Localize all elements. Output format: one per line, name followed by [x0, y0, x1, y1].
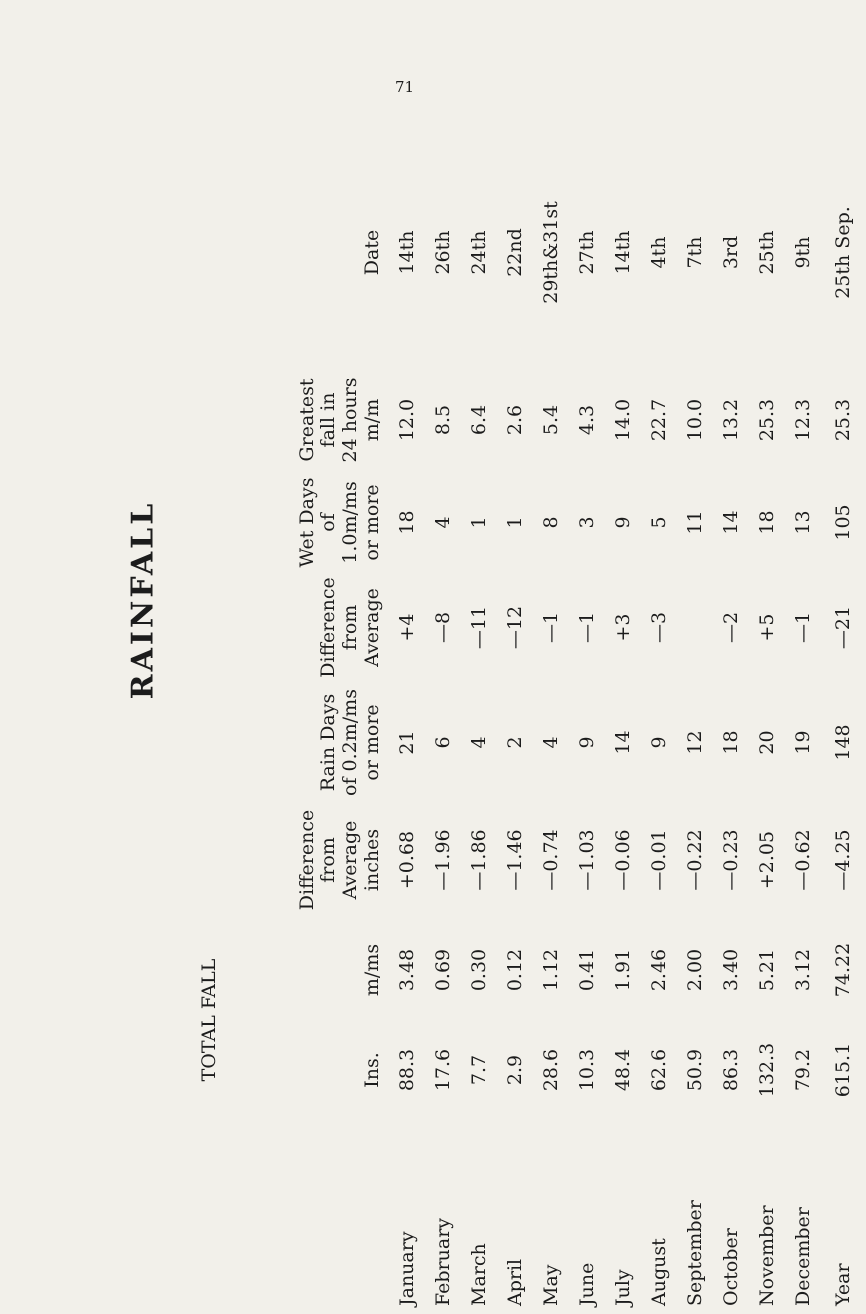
rain-days-header: Rain Days of 0.2m/ms or more	[317, 689, 384, 796]
diff-days-cell: +4	[396, 613, 419, 642]
month-cell: August	[648, 1238, 671, 1306]
diff-days-cell: —1	[792, 611, 815, 644]
greatest-cell: 13.2	[720, 398, 743, 442]
year-total-row	[822, 140, 866, 1310]
month-cell: July	[612, 1269, 635, 1306]
wet-days-cell: 5	[648, 516, 671, 529]
total-fall-header: TOTAL FALL	[198, 958, 221, 1082]
diff-cell: —4.25	[832, 829, 855, 891]
diff-days-cell: —2	[720, 611, 743, 644]
month-subheader	[270, 1120, 390, 1310]
wet-days-cell: 3	[576, 516, 599, 529]
rainfall-table-body	[390, 140, 866, 1310]
diff-days-cell	[678, 570, 714, 685]
diff-cell: —1.96	[432, 829, 455, 891]
diff-days-cell: —8	[432, 611, 455, 644]
greatest-cell: 8.5	[432, 404, 455, 436]
ins-cell: 62.6	[648, 1048, 671, 1092]
diff-cell: —0.06	[612, 829, 635, 891]
diff-cell: —0.22	[684, 829, 707, 891]
diff-days-cell: +5	[756, 613, 779, 642]
month-cell: April	[504, 1258, 527, 1306]
date-cell: 14th	[396, 230, 419, 275]
rain-days-cell: 148	[832, 724, 855, 761]
greatest-cell: 6.4	[468, 404, 491, 436]
date-cell: 26th	[432, 230, 455, 275]
greatest-cell: 12.3	[792, 398, 815, 442]
greatest-cell: 2.6	[504, 404, 527, 436]
month-cell: May	[540, 1264, 563, 1306]
month-cell: January	[396, 1231, 419, 1306]
table-row	[426, 140, 462, 1310]
table-row	[678, 140, 714, 1310]
date-cell: 9th	[792, 236, 815, 269]
date-cell: 25th	[756, 230, 779, 275]
date-cell: 14th	[612, 230, 635, 275]
mms-cell: 1.91	[612, 948, 635, 992]
diff-cell: +2.05	[756, 830, 779, 890]
date-cell: 22nd	[504, 228, 527, 277]
table-row	[714, 140, 750, 1310]
diff-cell: —0.62	[792, 829, 815, 891]
diff-days-cell: —12	[504, 605, 527, 650]
ins-header: Ins.	[361, 1052, 384, 1088]
month-cell: Year	[832, 1263, 855, 1306]
ins-cell: 28.6	[540, 1048, 563, 1092]
wet-days-cell: 13	[792, 510, 815, 535]
greatest-cell: 5.4	[540, 404, 563, 436]
rain-days-cell: 12	[684, 730, 707, 755]
diff-cell: —0.23	[720, 829, 743, 891]
wet-days-cell: 9	[612, 516, 635, 529]
table-row	[390, 140, 426, 1310]
table-row	[606, 140, 642, 1310]
ins-cell: 132.3	[756, 1042, 779, 1098]
wet-days-cell: 18	[756, 510, 779, 535]
greatest-cell: 4.3	[576, 404, 599, 436]
month-cell: October	[720, 1228, 743, 1306]
rain-days-cell: 21	[396, 730, 419, 755]
month-cell: March	[468, 1243, 491, 1306]
table-row	[750, 140, 786, 1310]
table-row	[462, 140, 498, 1310]
date-cell: 29th&31st	[540, 201, 563, 304]
table-row	[786, 140, 822, 1310]
diff-days-cell: +3	[612, 613, 635, 642]
diff-days-cell: —11	[468, 605, 491, 650]
greatest-cell: 25.3	[756, 398, 779, 442]
date-cell: 3rd	[720, 235, 743, 270]
month-cell: December	[792, 1207, 815, 1306]
wet-days-cell: 14	[720, 510, 743, 535]
table-row	[534, 140, 570, 1310]
mms-cell: 3.48	[396, 948, 419, 992]
wet-days-cell: 105	[832, 504, 855, 541]
mms-header: m/ms	[361, 943, 384, 997]
ins-cell: 17.6	[432, 1048, 455, 1092]
greatest-fall-header: Greatest fall in 24 hours m/m	[295, 377, 384, 463]
wet-days-cell: 8	[540, 516, 563, 529]
month-cell: June	[576, 1262, 599, 1306]
mms-cell: 0.69	[432, 948, 455, 992]
wet-days-cell: 18	[396, 510, 419, 535]
rain-days-cell: 20	[756, 730, 779, 755]
diff-days-cell: —1	[576, 611, 599, 644]
greatest-cell: 14.0	[612, 398, 635, 442]
table-row	[498, 140, 534, 1310]
date-cell: 4th	[648, 236, 671, 269]
diff-days-cell: —21	[832, 605, 855, 650]
header-row	[150, 140, 270, 1310]
diff-cell: —0.01	[648, 829, 671, 891]
rain-days-cell: 9	[648, 736, 671, 749]
greatest-cell: 12.0	[396, 398, 419, 442]
wet-days-cell: 1	[468, 516, 491, 529]
mms-cell: 3.12	[792, 948, 815, 992]
ins-cell: 79.2	[792, 1048, 815, 1092]
diff-avg-header: Difference from Average inches	[295, 809, 384, 911]
wet-days-header: Wet Days of 1.0m/ms or more	[295, 477, 384, 568]
rainfall-table-container	[150, 140, 855, 1310]
page-heading: RAINFALL	[125, 500, 161, 700]
mms-cell: 3.40	[720, 948, 743, 992]
ins-cell: 10.3	[576, 1048, 599, 1092]
ins-cell: 48.4	[612, 1048, 635, 1092]
mms-cell: 5.21	[756, 948, 779, 992]
rain-days-cell: 18	[720, 730, 743, 755]
diff-cell: —1.46	[504, 829, 527, 891]
ins-cell: 86.3	[720, 1048, 743, 1092]
rainfall-table	[150, 140, 866, 1310]
diff-cell: +0.68	[396, 830, 419, 890]
month-cell: September	[684, 1200, 707, 1306]
month-cell: November	[756, 1205, 779, 1306]
diff-days-cell: —3	[648, 611, 671, 644]
mms-cell: 74.22	[832, 942, 855, 998]
mms-cell: 2.46	[648, 948, 671, 992]
rain-days-cell: 4	[540, 736, 563, 749]
table-row	[570, 140, 606, 1310]
diff-cell: —1.03	[576, 829, 599, 891]
mms-cell: 0.30	[468, 948, 491, 992]
mms-cell: 0.12	[504, 948, 527, 992]
date-cell: 7th	[684, 236, 707, 269]
month-cell: February	[432, 1217, 455, 1306]
rain-days-cell: 9	[576, 736, 599, 749]
month-header	[150, 1120, 270, 1310]
date-cell: 25th Sep.	[832, 206, 855, 299]
wet-days-cell: 11	[684, 510, 707, 535]
mms-cell: 2.00	[684, 948, 707, 992]
ins-cell: 7.7	[468, 1054, 491, 1086]
mms-cell: 1.12	[540, 948, 563, 992]
date-cell: 27th	[576, 230, 599, 275]
ins-cell: 88.3	[396, 1048, 419, 1092]
rain-days-cell: 2	[504, 736, 527, 749]
rain-days-cell: 6	[432, 736, 455, 749]
page-number: 71	[395, 78, 415, 96]
diff-days-cell: —1	[540, 611, 563, 644]
wet-days-cell: 4	[432, 516, 455, 529]
ins-cell: 50.9	[684, 1048, 707, 1092]
greatest-cell: 22.7	[648, 398, 671, 442]
greatest-cell: 25.3	[832, 398, 855, 442]
diff-cell: —1.86	[468, 829, 491, 891]
greatest-cell: 10.0	[684, 398, 707, 442]
rain-days-cell: 4	[468, 736, 491, 749]
diff-days-header: Difference from Average	[317, 577, 384, 678]
ins-cell: 615.1	[832, 1042, 855, 1098]
table-row	[642, 140, 678, 1310]
rain-days-cell: 19	[792, 730, 815, 755]
rain-days-cell: 14	[612, 730, 635, 755]
date-header: Date	[361, 229, 384, 276]
mms-cell: 0.41	[576, 948, 599, 992]
ins-cell: 2.9	[504, 1054, 527, 1086]
wet-days-cell: 1	[504, 516, 527, 529]
diff-cell: —0.74	[540, 829, 563, 891]
date-cell: 24th	[468, 230, 491, 275]
